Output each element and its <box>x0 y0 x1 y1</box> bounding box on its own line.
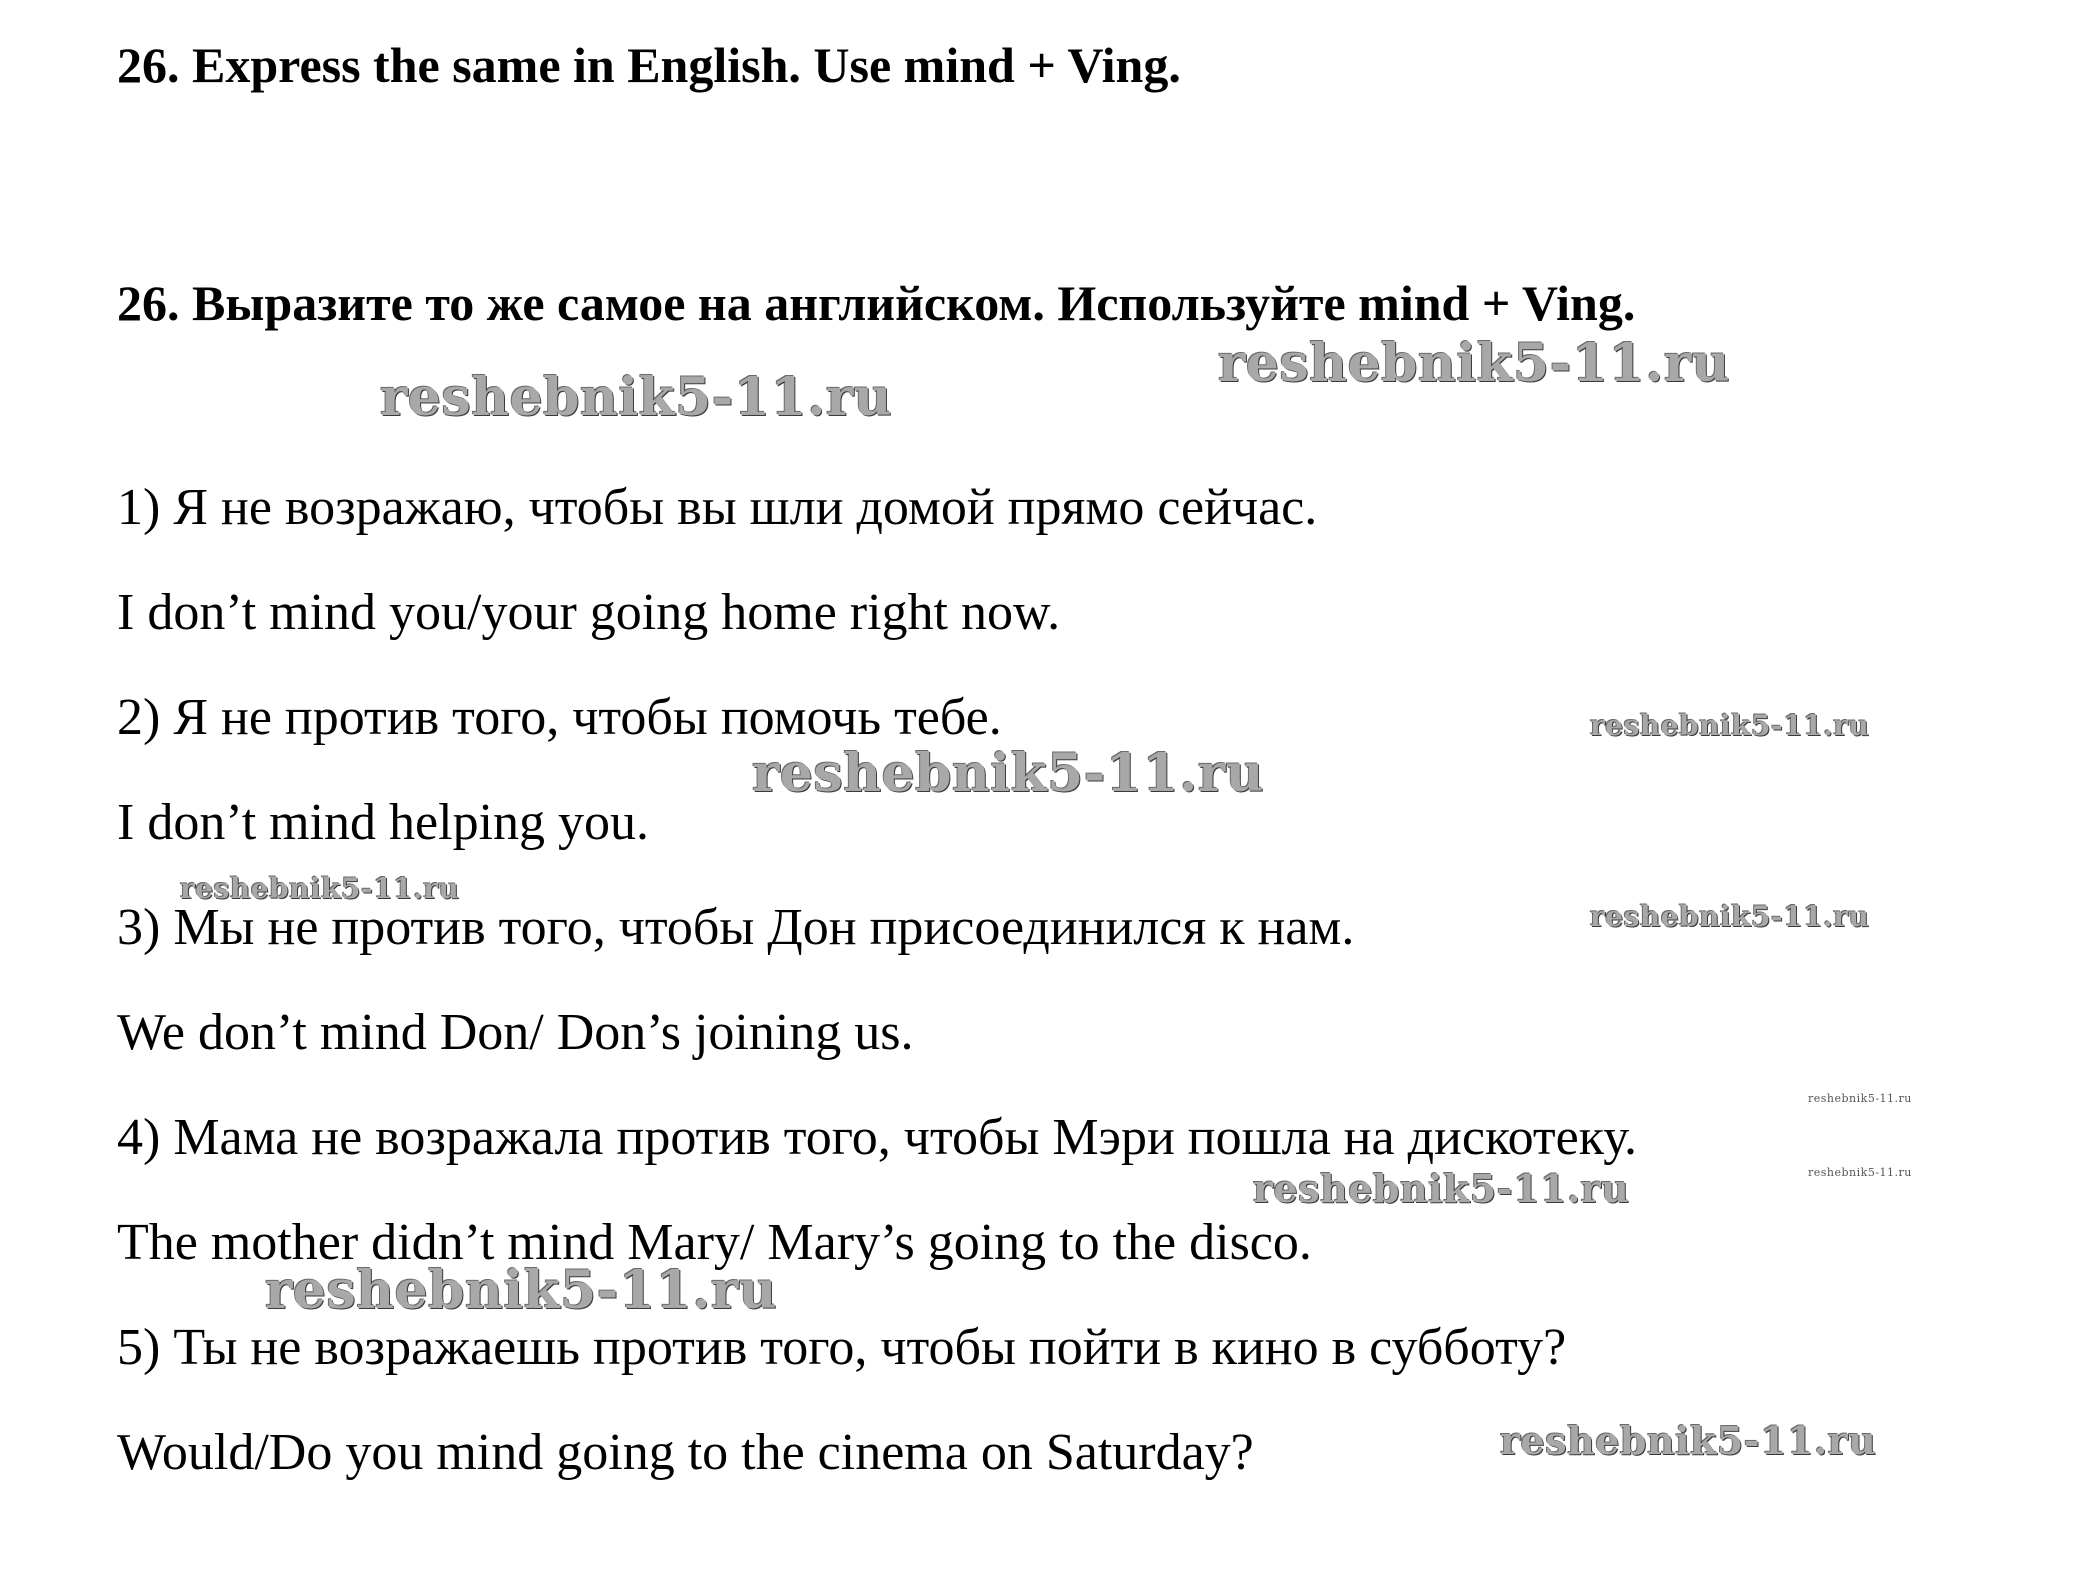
watermark: reshebnik5-11.ru <box>380 367 893 428</box>
watermark: reshebnik5-11.ru <box>1253 1166 1630 1211</box>
watermark: reshebnik5-11.ru <box>1500 1418 1877 1463</box>
watermark: reshebnik5-11.ru <box>752 743 1265 804</box>
exercise-heading-english: 26. Express the same in English. Use mind + Ving. <box>117 37 1181 93</box>
watermark: reshebnik5-11.ru <box>1808 1166 1912 1179</box>
item-5-russian: 5) Ты не возражаешь против того, чтобы пойти в кино в субботу? <box>117 1319 1567 1376</box>
item-3-russian: 3) Мы не против того, чтобы Дон присоединился к нам. <box>117 899 1355 956</box>
watermark: reshebnik5-11.ru <box>1590 709 1870 742</box>
watermark: reshebnik5-11.ru <box>1808 1092 1912 1105</box>
item-4-english: The mother didn’t mind Mary/ Mary’s going to the disco. <box>117 1214 1312 1271</box>
item-1-english: I don’t mind you/your going home right now. <box>117 584 1061 641</box>
exercise-heading-russian: 26. Выразите то же самое на английском. Используйте mind + Ving. <box>117 275 1636 331</box>
item-3-english: We don’t mind Don/ Don’s joining us. <box>117 1004 914 1061</box>
watermark: reshebnik5-11.ru <box>265 1260 778 1321</box>
watermark: reshebnik5-11.ru <box>180 872 460 905</box>
watermark: reshebnik5-11.ru <box>1218 333 1731 394</box>
item-5-english: Would/Do you mind going to the cinema on Saturday? <box>117 1424 1254 1481</box>
item-4-russian: 4) Мама не возражала против того, чтобы Мэри пошла на дискотеку. <box>117 1109 1638 1166</box>
item-2-english: I don’t mind helping you. <box>117 794 650 851</box>
item-2-russian: 2) Я не против того, чтобы помочь тебе. <box>117 689 1002 746</box>
watermark: reshebnik5-11.ru <box>1590 900 1870 933</box>
item-1-russian: 1) Я не возражаю, чтобы вы шли домой прямо сейчас. <box>117 479 1318 536</box>
